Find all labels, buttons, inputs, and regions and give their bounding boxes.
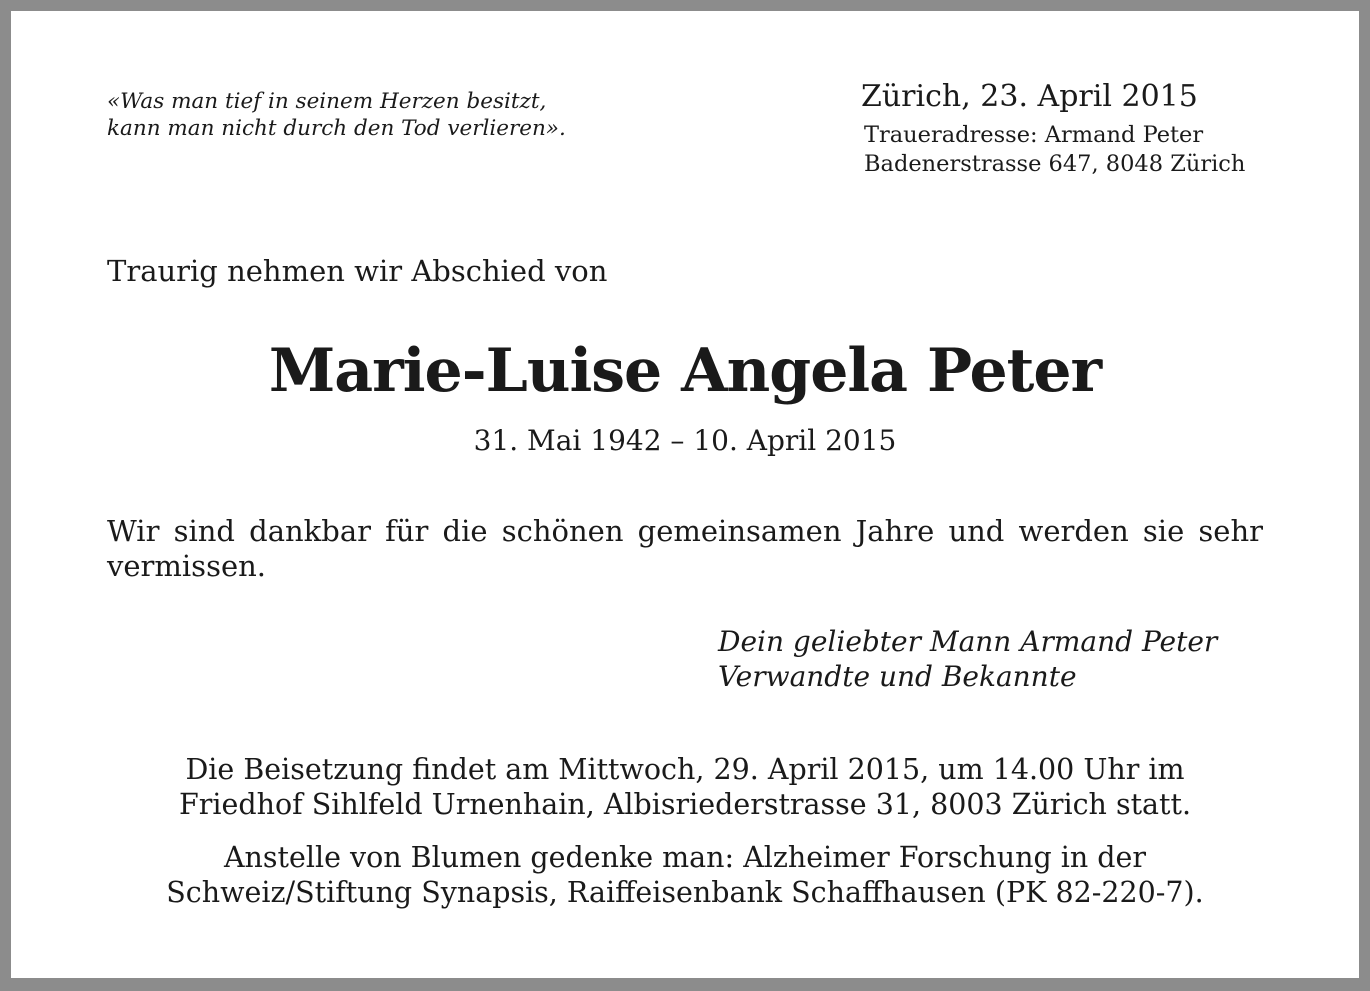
funeral-line-1: Die Beisetzung findet am Mittwoch, 29. April 2015, um 14.00 Uhr im	[185, 753, 1185, 786]
farewell-intro: Traurig nehmen wir Abschied von	[107, 254, 608, 288]
address-line-1: Traueradresse: Armand Peter	[864, 122, 1204, 148]
signature-line-2: Verwandte und Bekannte	[718, 660, 1077, 693]
quote-line-1: «Was man tief in seinem Herzen besitzt,	[107, 89, 547, 114]
epigraph-quote	[107, 88, 727, 142]
address-line-2: Badenerstrasse 647, 8048 Zürich	[864, 151, 1246, 177]
funeral-notice	[0, 752, 1370, 822]
place-and-date: Zürich, 23. April 2015	[861, 79, 1198, 114]
donation-line-2: Schweiz/Stiftung Synapsis, Raiffeisenbank Schaffhausen (PK 82-220-7).	[166, 876, 1204, 909]
funeral-line-2: Friedhof Sihlfeld Urnenhain, Albisriederstrasse 31, 8003 Zürich statt.	[178, 788, 1191, 821]
quote-line-2: kann man nicht durch den Tod verlieren».	[107, 116, 566, 141]
donation-notice	[0, 840, 1370, 910]
donation-line-1: Anstelle von Blumen gedenke man: Alzheimer Forschung in der	[223, 841, 1147, 874]
mourners-signature	[718, 624, 1217, 694]
deceased-name: Marie-Luise Angela Peter	[268, 336, 1102, 406]
life-dates: 31. Mai 1942 – 10. April 2015	[473, 424, 897, 457]
gratitude-text: Wir sind dankbar für die schönen gemeinsamen Jahre und werden sie sehr vermissen.	[107, 514, 1263, 583]
mourning-address	[864, 121, 1245, 179]
signature-line-1: Dein geliebter Mann Armand Peter	[718, 625, 1218, 658]
